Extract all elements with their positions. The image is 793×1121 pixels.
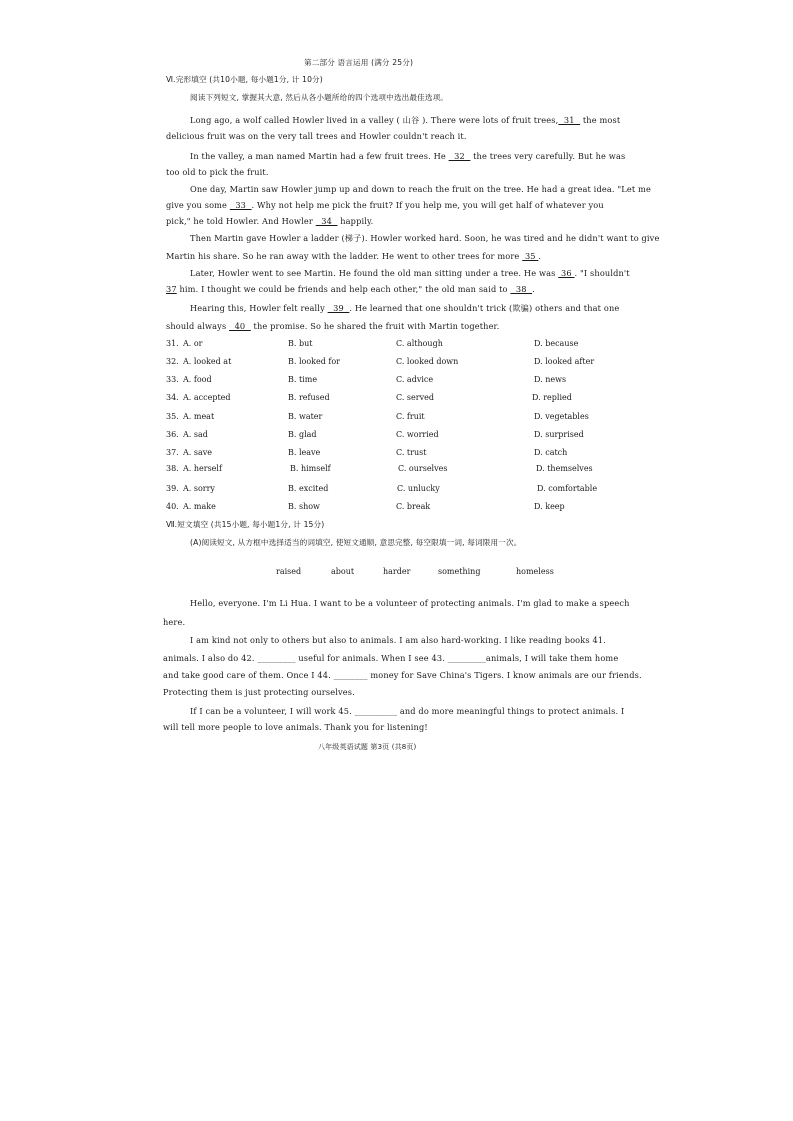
passage-line: pick," he told Howler. And Howler 34 happily. — [166, 216, 374, 226]
question-number: 31. — [166, 339, 179, 348]
section7-title: Ⅶ.短文填空 (共15小题, 每小题1分, 计 15分) — [166, 520, 325, 529]
option-a: A. herself — [183, 464, 222, 473]
option-d: D. catch — [534, 448, 568, 457]
passage-line: animals. I also do 42. _________ useful for animals. When I see 43. _________animals, I will take them home — [163, 653, 619, 663]
blank-32: 32 — [448, 151, 471, 161]
option-b: B. glad — [288, 430, 317, 439]
passage-line: Hello, everyone. I'm Li Hua. I want to be a volunteer of protecting animals. I'm glad to make a speech — [190, 598, 630, 608]
blank-39: 39 — [327, 303, 350, 313]
passage-line: and take good care of them. Once I 44. ________ money for Save China's Tigers. I know animals are our friends. — [163, 670, 642, 680]
passage-line: Then Martin gave Howler a ladder (梯子). Howler worked hard. Soon, he was tired and he didn't want to give — [190, 233, 660, 243]
option-c: C. worried — [396, 430, 439, 439]
page-footer: 八年级英语试题 第3页 (共8页) — [318, 743, 417, 751]
question-number: 40. — [166, 502, 179, 511]
section-header: 第二部分 语言运用 (满分 25分) — [304, 58, 414, 67]
option-a: A. or — [183, 339, 203, 348]
question-number: 34. — [166, 393, 179, 402]
option-d: D. surprised — [534, 430, 584, 439]
passage-line: give you some 33 . Why not help me pick the fruit? If you help me, you will get half of whatever you — [166, 200, 604, 210]
section7-instruction: (A)阅读短文, 从方框中选择适当的词填空, 使短文通顺, 意思完整, 每空限填一词, 每词限用一次。 — [190, 538, 522, 547]
passage-line: Protecting them is just protecting ourselves. — [163, 687, 355, 697]
question-number: 32. — [166, 357, 179, 366]
section6-instruction: 阅读下列短文, 掌握其大意, 然后从各小题所给的四个选项中选出最佳选项。 — [190, 93, 449, 102]
word-bank-item: homeless — [516, 567, 554, 576]
option-d: D. because — [534, 339, 579, 348]
passage-line: delicious fruit was on the very tall trees and Howler couldn't reach it. — [166, 131, 467, 141]
word-bank-item: about — [331, 567, 355, 576]
option-a: A. looked at — [183, 357, 232, 366]
passage-line: should always 40 the promise. So he shared the fruit with Martin together. — [166, 321, 500, 331]
option-a: A. food — [183, 375, 212, 384]
option-b: B. looked for — [288, 357, 341, 366]
option-d: D. news — [534, 375, 567, 384]
option-a: A. sorry — [183, 484, 215, 493]
option-a: A. save — [183, 448, 212, 457]
option-c: C. fruit — [396, 412, 425, 421]
blank-42: _________ — [257, 653, 296, 663]
option-b: B. leave — [288, 448, 321, 457]
word-bank-item: harder — [383, 567, 411, 576]
option-c: C. served — [396, 393, 434, 402]
option-a: A. accepted — [183, 393, 231, 402]
passage-line: If I can be a volunteer, I will work 45. __________ and do more meaningful things to protect animals. I — [190, 706, 625, 716]
option-c: C. trust — [396, 448, 427, 457]
passage-line: here. — [163, 617, 186, 627]
option-b: B. but — [288, 339, 313, 348]
option-c: C. advice — [396, 375, 434, 384]
blank-45: __________ — [354, 706, 398, 716]
option-a: A. sad — [183, 430, 208, 439]
blank-34: 34 — [315, 216, 338, 226]
passage-line: In the valley, a man named Martin had a few fruit trees. He 32 the trees very carefully. But he was — [190, 151, 626, 161]
option-b: B. water — [288, 412, 323, 421]
option-b: B. show — [288, 502, 320, 511]
option-b: B. himself — [290, 464, 331, 473]
question-number: 37. — [166, 448, 179, 457]
word-bank-item: raised — [276, 567, 302, 576]
question-number: 33. — [166, 375, 179, 384]
passage-line: 37 him. I thought we could be friends and help each other," the old man said to 38 . — [166, 284, 535, 294]
option-d: D. keep — [534, 502, 565, 511]
blank-43: _________ — [447, 653, 486, 663]
passage-line: Martin his share. So he ran away with the ladder. He went to other trees for more 35 . — [166, 251, 542, 261]
option-a: A. meat — [183, 412, 215, 421]
blank-31: 31 — [558, 115, 581, 125]
question-number: 38. — [166, 464, 179, 473]
option-a: A. make — [183, 502, 216, 511]
option-d: D. looked after — [534, 357, 595, 366]
option-d: D. themselves — [536, 464, 593, 473]
blank-44: ________ — [333, 670, 368, 680]
option-c: C. looked down — [396, 357, 459, 366]
word-bank-item: something — [438, 567, 481, 576]
blank-38: 38 — [510, 284, 533, 294]
option-b: B. refused — [288, 393, 330, 402]
passage-line: Hearing this, Howler felt really 39 . He learned that one shouldn't trick (欺骗) others and that one — [190, 303, 620, 313]
option-c: C. although — [396, 339, 443, 348]
passage-line: I am kind not only to others but also to animals. I am also hard-working. I like reading books 41. — [190, 635, 606, 645]
option-d: D. vegetables — [534, 412, 589, 421]
option-c: C. break — [396, 502, 431, 511]
question-number: 36. — [166, 430, 179, 439]
blank-36: 36 — [558, 268, 575, 278]
blank-35: 35 — [522, 251, 539, 261]
passage-line: too old to pick the fruit. — [166, 167, 269, 177]
blank-40: 40 — [229, 321, 251, 331]
passage-line: will tell more people to love animals. Thank you for listening! — [163, 722, 428, 732]
blank-33: 33 — [229, 200, 252, 210]
option-d: D. replied — [532, 393, 572, 402]
option-d: D. comfortable — [537, 484, 598, 493]
passage-line: Long ago, a wolf called Howler lived in a valley ( 山谷 ). There were lots of fruit trees, 31 the most — [190, 115, 621, 125]
option-c: C. unlucky — [397, 484, 440, 493]
question-number: 39. — [166, 484, 179, 493]
section6-title: Ⅵ.完形填空 (共10小题, 每小题1分, 计 10分) — [166, 75, 323, 84]
option-b: B. excited — [288, 484, 329, 493]
question-number: 35. — [166, 412, 179, 421]
passage-line: Later, Howler went to see Martin. He found the old man sitting under a tree. He was 36 . "I shouldn't — [190, 268, 630, 278]
option-b: B. time — [288, 375, 318, 384]
option-c: C. ourselves — [398, 464, 448, 473]
blank-37: 37 — [166, 284, 177, 294]
passage-line: One day, Martin saw Howler jump up and down to reach the fruit on the tree. He had a great idea. "Let me — [190, 184, 651, 194]
